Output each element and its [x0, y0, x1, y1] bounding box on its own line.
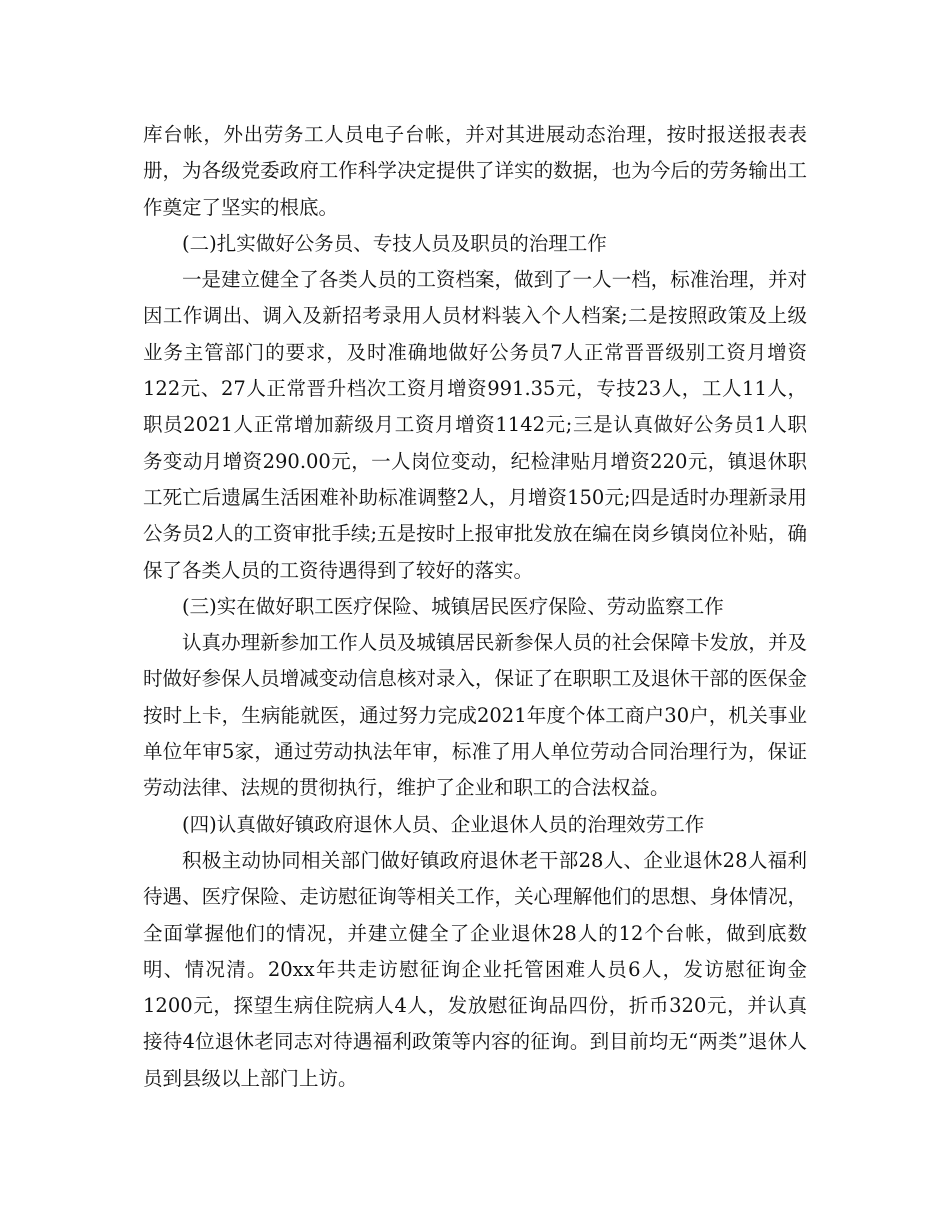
section-heading-3: (三)实在做好职工医疗保险、城镇居民医疗保险、劳动监察工作 [182, 594, 724, 618]
body-paragraph-continued: 库台帐，外出劳务工人员电子台帐，并对其进展动态治理，按时报送报表表册，为各级党委政府工作科学决定提供了详实的数据，也为今后的劳务输出工作奠定了坚实的根底。 [143, 123, 807, 219]
document-page [143, 117, 807, 1097]
section-heading-2: (二)扎实做好公务员、专技人员及职员的治理工作 [182, 231, 607, 255]
section-heading-4: (四)认真做好镇政府退休人员、企业退休人员的治理效劳工作 [182, 812, 705, 836]
body-paragraph-insurance: 认真办理新参加工作人员及城镇居民新参保人员的社会保障卡发放，并及时做好参保人员增减变动信息核对录入，保证了在职职工及退休干部的医保金按时上卡，生病能就医，通过努力完成2021年度个体工商户30户，机关事业单位年审5家，通过劳动执法年审，标准了用人单位劳动合同治理行为，保证劳动法律、法规的贯彻执行，维护了企业和职工的合法权益。 [143, 631, 807, 800]
body-paragraph-salary: 一是建立健全了各类人员的工资档案，做到了一人一档，标准治理，并对因工作调出、调入及新招考录用人员材料装入个人档案;二是按照政策及上级业务主管部门的要求，及时准确地做好公务员7人正常晋晋级别工资月增资122元、27人正常晋升档次工资月增资991.35元，专技23人，工人11人，职员2021人正常增加薪级月工资月增资1142元;三是认真做好公务员1人职务变动月增资290.00元，一人岗位变动，纪检津贴月增资220元，镇退休职工死亡后遗属生活困难补助标准调整2人，月增资150元;四是适时办理新录用公务员2人的工资审批手续;五是按时上报审批发放在编在岗乡镇岗位补贴，确保了各类人员的工资待遇得到了较好的落实。 [143, 268, 807, 582]
body-paragraph-retirees: 积极主动协同相关部门做好镇政府退休老干部28人、企业退休28人福利待遇、医疗保险、走访慰征询等相关工作，关心理解他们的思想、身体情况，全面掌握他们的情况，并建立健全了企业退休28人的12个台帐，做到底数明、情况清。20xx年共走访慰征询企业托管困难人员6人，发访慰征询金1200元，探望生病住院病人4人，发放慰征询品四份，折币320元，并认真接待4位退休老同志对待遇福利政策等内容的征询。到目前均无“两类”退休人员到县级以上部门上访。 [143, 848, 807, 1090]
